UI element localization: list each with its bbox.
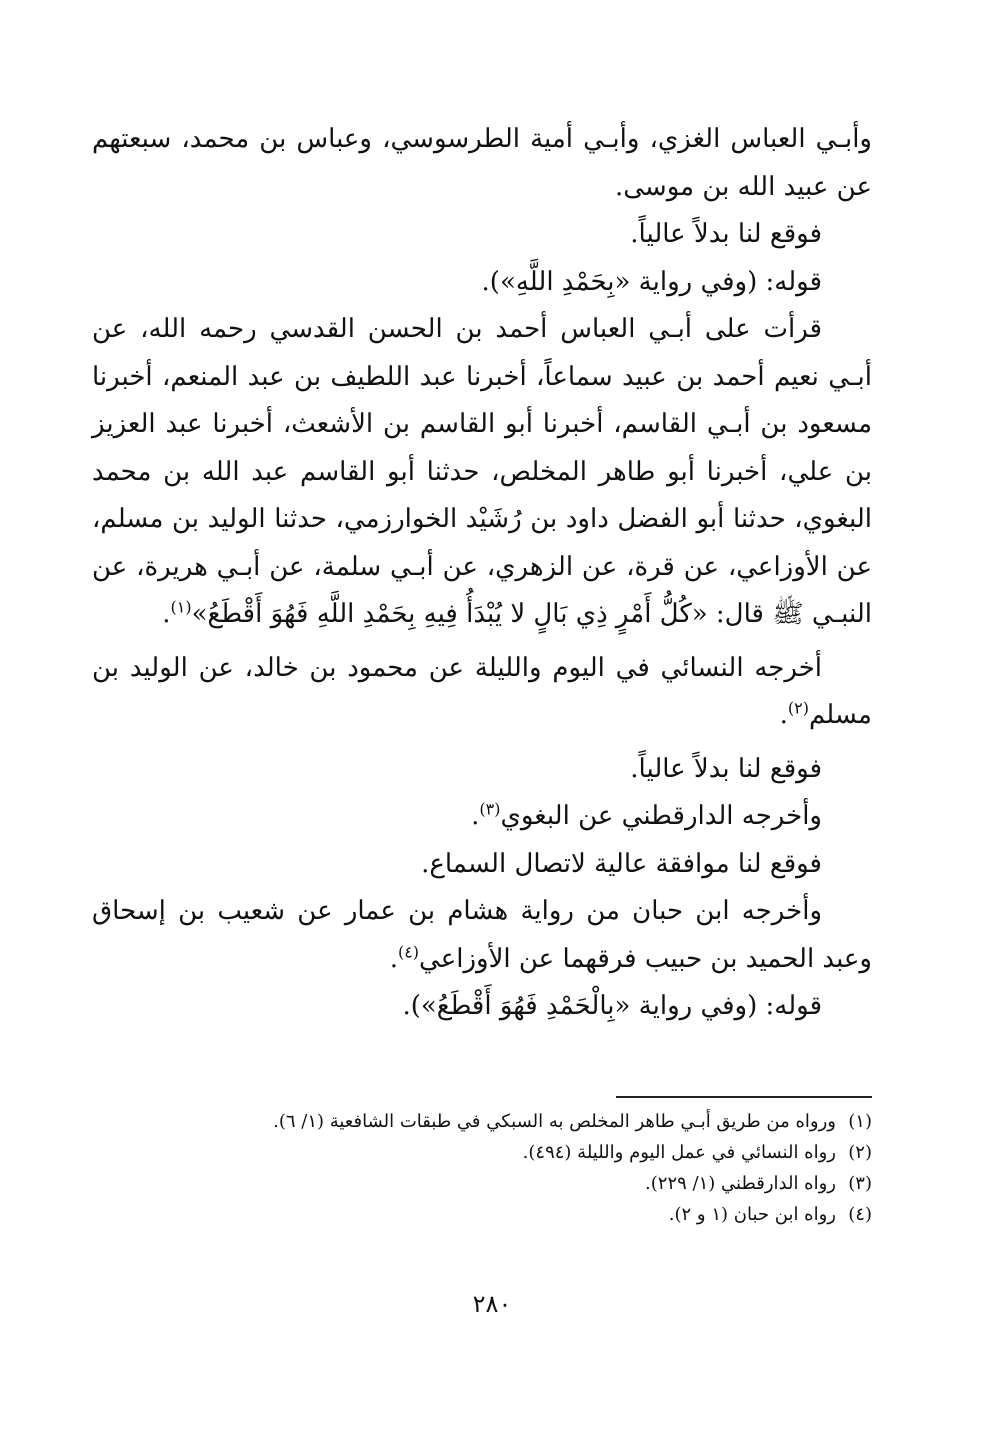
paragraph-1 [92, 116, 872, 211]
paragraph-4-end: . [162, 599, 171, 629]
footnote-divider [616, 1096, 872, 1098]
footnote-ref-3: (٣) [479, 799, 501, 819]
page-number: ٢٨٠ [472, 1290, 512, 1318]
paragraph-9 [92, 888, 872, 983]
paragraph-8-text: فوقع لنا موافقة عالية لاتصال السماع. [421, 848, 822, 879]
paragraph-10-text: قوله: (وفي رواية «بِالْحَمْدِ فَهُوَ أَقْطَعُ»). [402, 991, 822, 1021]
footnote-ref-2: (٢) [787, 698, 809, 718]
footnote-ref-4: (٤) [397, 941, 420, 961]
paragraph-6 [92, 746, 872, 794]
footnote-text: ورواه من طريق أبـي طاهر المخلص به السبكي في طبقات الشافعية (١/ ٦). [273, 1111, 836, 1132]
footnote-number: (٣) [848, 1173, 872, 1194]
footnote-number: (٤) [848, 1204, 872, 1225]
footnote-ref-1: (١) [170, 597, 192, 617]
paragraph-3-text: قوله: (وفي رواية «بِحَمْدِ اللَّهِ»). [481, 266, 822, 297]
paragraph-4 [92, 306, 872, 639]
paragraph-7-end: . [471, 801, 480, 831]
footnote-text: رواه ابن حبان (١ و ٢). [668, 1204, 836, 1225]
paragraph-7 [92, 793, 872, 841]
paragraph-5 [92, 645, 872, 740]
paragraph-4-text: قرأت على أبـي العباس أحمد بن الحسن القدسي رحمه الله، عن أبـي نعيم أحمد بن عبيد سماعاً، أخبرنا عبد اللطيف بن عبد المنعم، أخبرنا مسعود بن أبـي القاسم، أخبرنا أبو القاسم بن الأشعث، أخبرنا عبد العزيز بن علي، أخبرنا أبو طاهر المخلص، حدثنا أبو القاسم عبد الله بن محمد البغوي، حدثنا أبو الفضل داود بن رُشَيْد الخوارزمي، حدثنا الوليد بن مسلم، عن الأوزاعي، عن قرة، عن الزهري، عن أبـي سلمة، عن أبـي هريرة، عن النبـي ﷺ قال: «كُلُّ أَمْرٍ ذِي بَالٍ لا يُبْدَأُ فِيهِ بِحَمْدِ اللَّهِ فَهُوَ أَقْطَعُ» [92, 314, 872, 629]
footnote-4 [92, 1199, 872, 1230]
footnote-text: رواه النسائي في عمل اليوم والليلة (٤٩٤). [522, 1142, 836, 1163]
paragraph-5-text: أخرجه النسائي في اليوم والليلة عن محمود بن خالد، عن الوليد بن مسلم [92, 652, 872, 730]
paragraph-1-text: وأبـي العباس الغزي، وأبـي أمية الطرسوسي، وعباس بن محمد، سبعتهم عن عبيد الله بن موسى. [92, 124, 872, 202]
paragraph-3 [92, 259, 872, 307]
footnote-1 [92, 1106, 872, 1137]
footnote-3 [92, 1168, 872, 1199]
paragraph-8 [92, 841, 872, 889]
footnotes [92, 1106, 872, 1230]
paragraph-6-text: فوقع لنا بدلاً عالياً. [630, 753, 822, 784]
paragraph-9-end: . [389, 943, 398, 974]
paragraph-2-text: فوقع لنا بدلاً عالياً. [630, 219, 822, 249]
footnote-2 [92, 1137, 872, 1168]
paragraph-7-text: وأخرجه الدارقطني عن البغوي [500, 801, 822, 831]
footnote-number: (١) [848, 1111, 872, 1132]
paragraph-10 [92, 983, 872, 1031]
paragraph-2 [92, 211, 872, 259]
footnote-text: رواه الدارقطني (١/ ٢٢٩). [645, 1173, 836, 1194]
main-text [92, 116, 872, 1031]
paragraph-9-text: وأخرجه ابن حبان من رواية هشام بن عمار عن شعيب بن إسحاق وعبد الحميد بن حبيب فرقهما عن الأوزاعي [92, 896, 872, 974]
paragraph-5-end: . [779, 700, 788, 730]
footnote-number: (٢) [848, 1142, 872, 1163]
